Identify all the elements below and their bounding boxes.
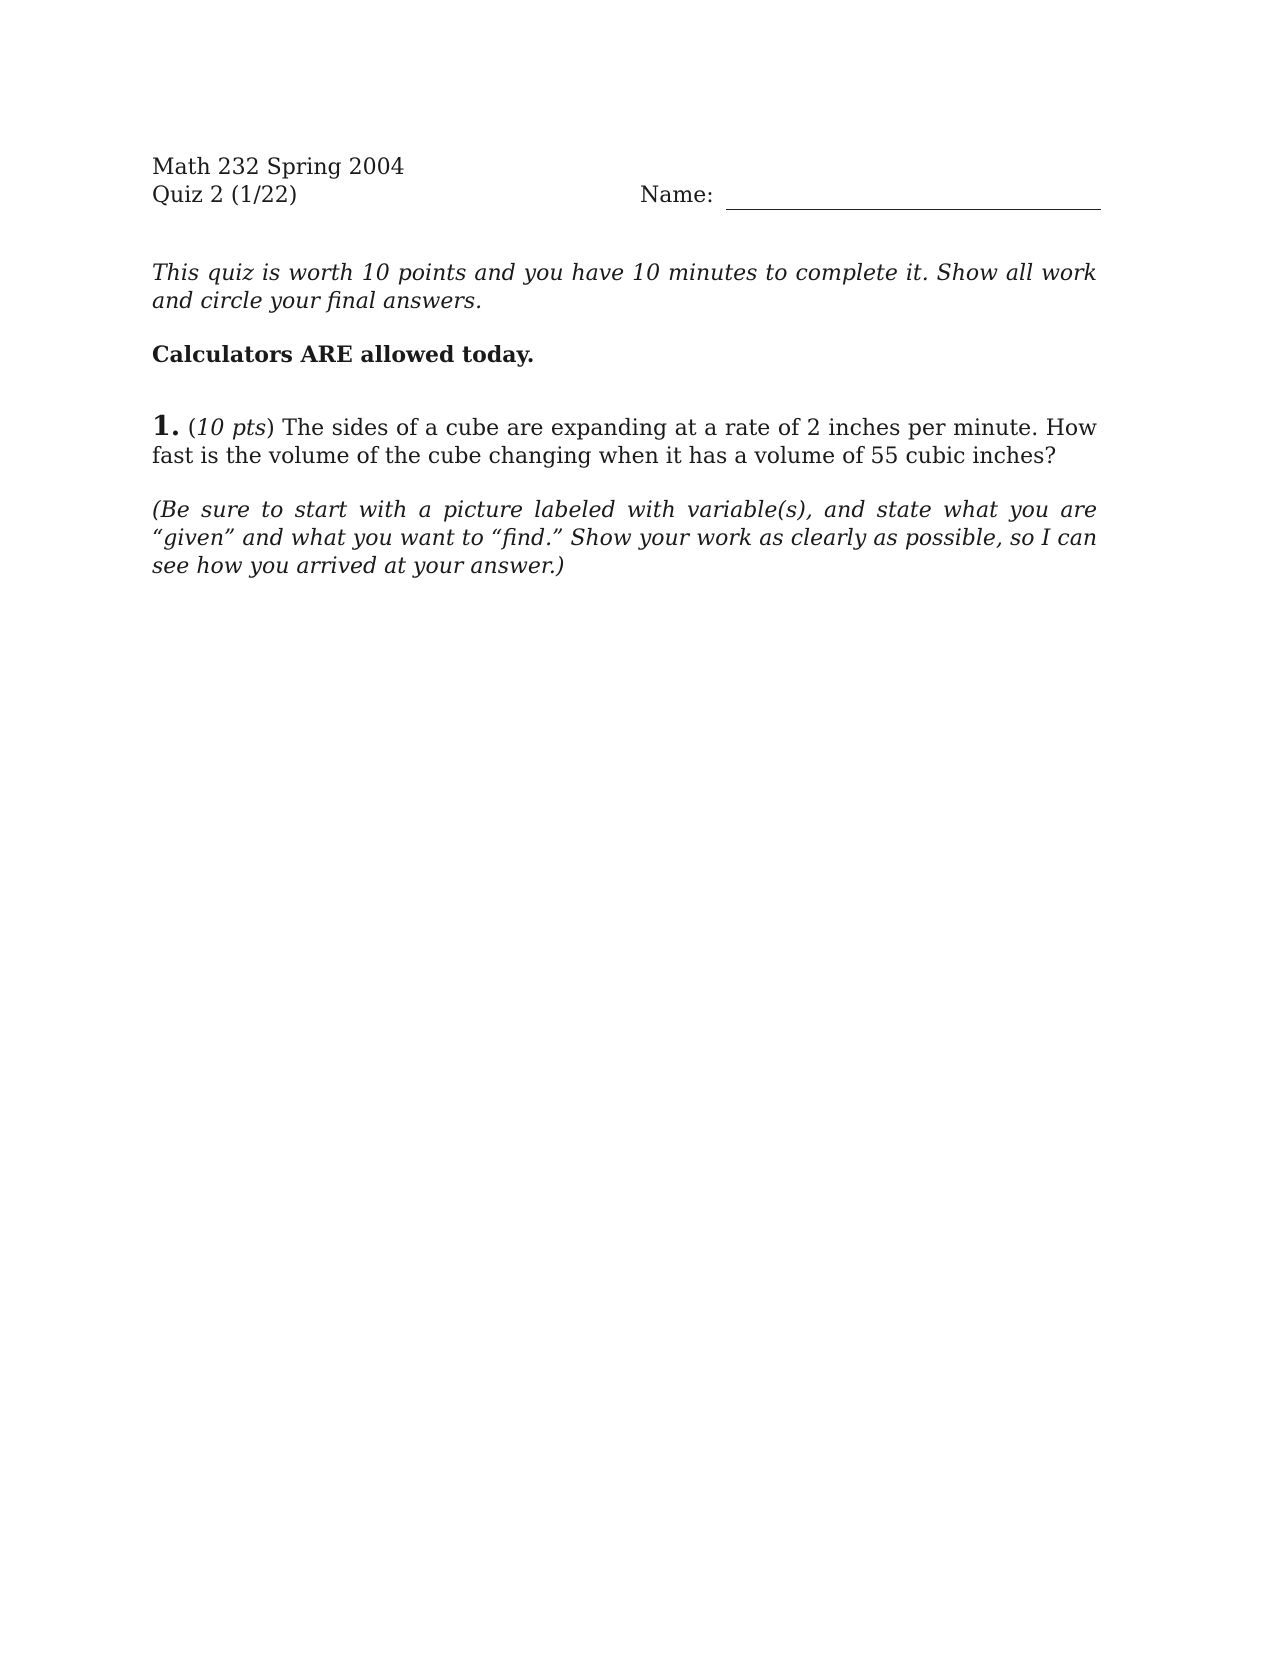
problem-points	[188, 416, 275, 441]
problem-text: The sides of a cube are expanding at a rate of 2 inches per minute. How fast is the volume of the cube changing when it has a volume of 55 cubic inches?	[152, 416, 1097, 469]
name-label: Name:	[640, 183, 714, 208]
points-close-paren: )	[266, 416, 275, 441]
points-open-paren: (	[187, 416, 197, 441]
problem-1	[152, 413, 1097, 471]
name-field-block	[640, 182, 1101, 210]
problem-number: 1.	[152, 411, 181, 442]
calculators-notice: Calculators ARE allowed today.	[152, 342, 535, 368]
course-title: Math 232 Spring 2004	[152, 155, 405, 180]
name-blank-line[interactable]	[726, 187, 1101, 210]
problem-note: (Be sure to start with a picture labeled with variable(s), and state what you are “given” and what you want to “find.” Show your work as clearly as possible, so I can see how you arrived at your answer.)	[152, 498, 1097, 579]
quiz-title: Quiz 2 (1/22)	[152, 183, 298, 208]
points-value: 10 pts	[196, 416, 267, 441]
quiz-instructions: This quiz is worth 10 points and you have 10 minutes to complete it. Show all work and circle your final answers.	[152, 261, 1097, 314]
